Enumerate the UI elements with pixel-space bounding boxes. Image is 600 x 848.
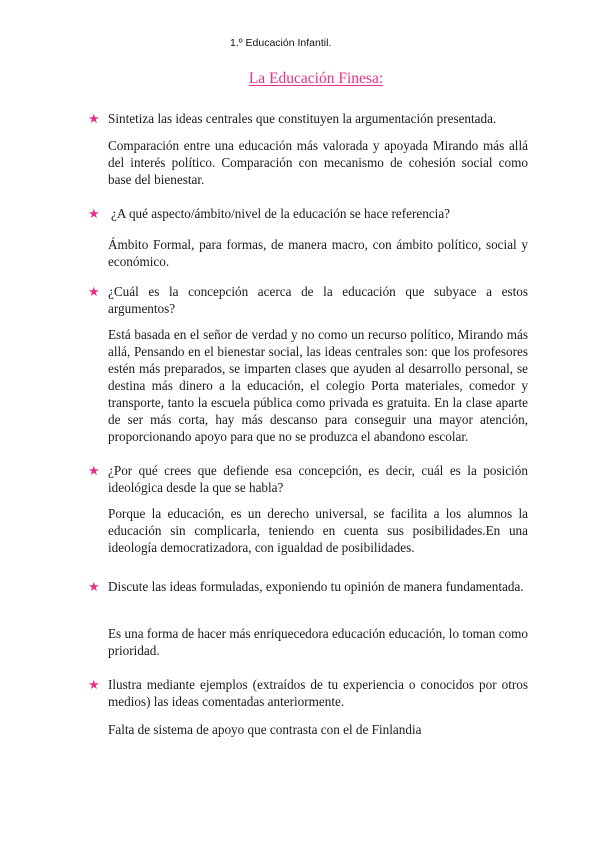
star-icon: ★ (88, 579, 100, 594)
answer-5: Es una forma de hacer más enriquecedora educación educación, lo toman como prioridad. (108, 626, 528, 658)
question-2: ¿A qué aspecto/ámbito/nivel de la educación se hace referencia? (111, 206, 451, 221)
question-3: ¿Cuál es la concepción acerca de la educación que subyace a estos argumentos? (108, 284, 528, 316)
page-header: 1.º Educación Infantil. (230, 37, 332, 49)
star-icon: ★ (88, 677, 100, 692)
answer-6: Falta de sistema de apoyo que contrasta con el de Finlandia (108, 722, 422, 737)
answer-3: Está basada en el señor de verdad y no como un recurso político, Mirando más allá, Pensando en el bienestar social, las ideas centrales son: que los profesores estén más preparados, se imparten clases que ayuden al desarrollo personal, se destina más dinero a la educación, el colegio Porta materiales, comedor y transporte, tanto la escuela pública como privada es gratuita. En la clase aparte de ser más corta, hay más descanso para conseguir una mayor atención, proporcionando apoyo para que no se produzca el abandono escolar. (108, 327, 528, 444)
star-icon: ★ (88, 111, 100, 126)
question-5: Discute las ideas formuladas, exponiendo tu opinión de manera fundamentada. (108, 579, 524, 594)
question-6: Ilustra mediante ejemplos (extraídos de tu experiencia o conocidos por otros medios) las ideas comentadas anteriormente. (108, 677, 528, 709)
page-title: La Educación Finesa: (248, 70, 384, 87)
star-icon: ★ (88, 463, 100, 478)
answer-1: Comparación entre una educación más valorada y apoyada Mirando más allá del interés político. Comparación con mecanismo de cohesión social como base del bienestar. (108, 138, 528, 187)
answer-2: Ámbito Formal, para formas, de manera macro, con ámbito político, social y económico. (108, 237, 528, 269)
answer-4: Porque la educación, es un derecho universal, se facilita a los alumnos la educación sin complicarla, teniendo en cuenta sus posibilidades.En una ideología democratizadora, con igualdad de posibilidades. (108, 506, 528, 555)
question-4: ¿Por qué crees que defiende esa concepción, es decir, cuál es la posición ideológica desde la que se habla? (108, 463, 528, 495)
question-1: Sintetiza las ideas centrales que constituyen la argumentación presentada. (108, 111, 497, 126)
star-icon: ★ (88, 206, 100, 221)
star-icon: ★ (88, 284, 100, 299)
